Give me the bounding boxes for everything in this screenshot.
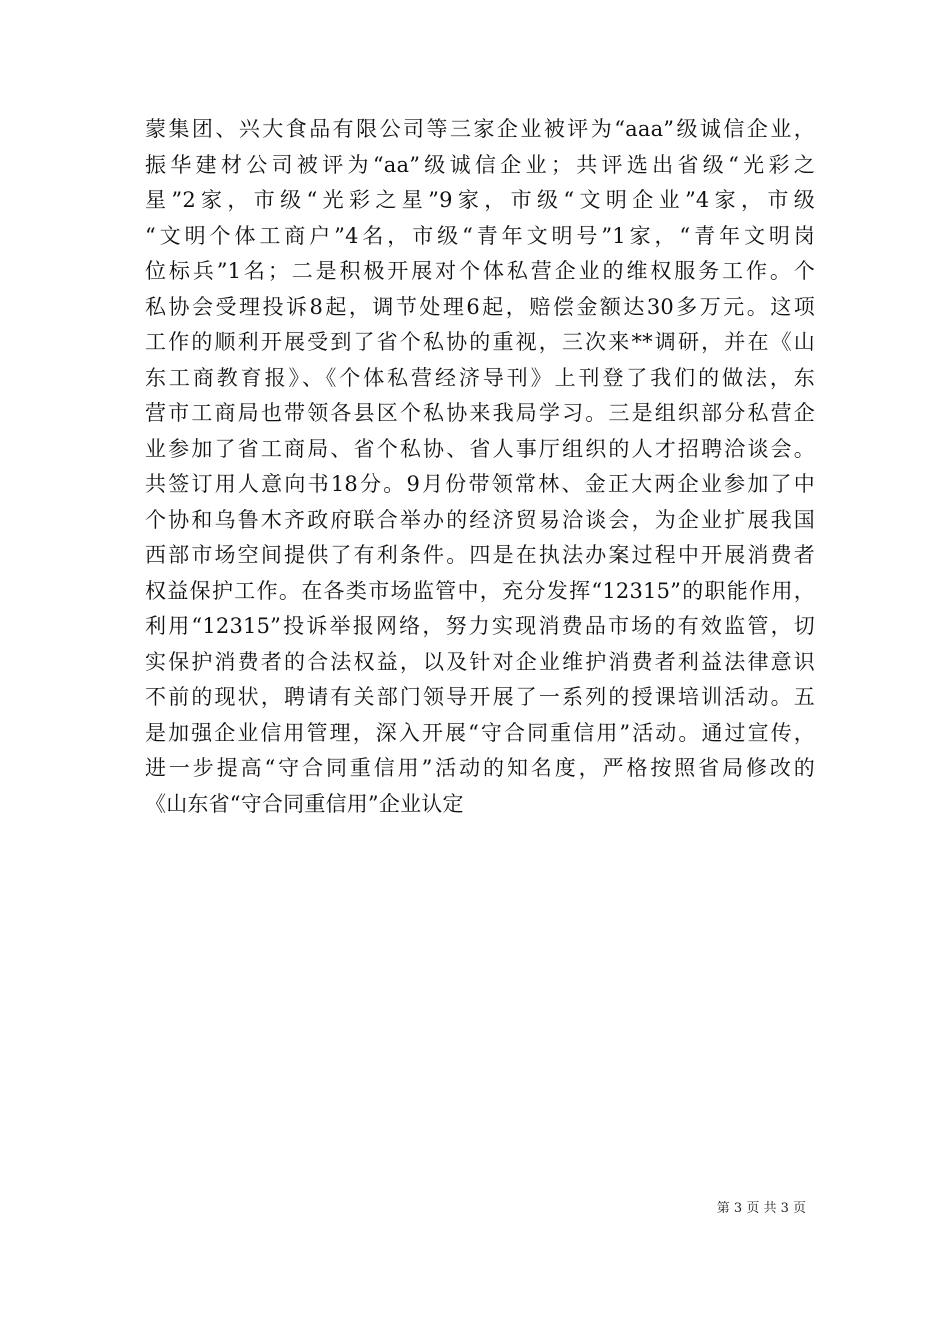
- text-line: 星”2家，市级“光彩之星”9家，市级“文明企业”4家，市级: [145, 188, 815, 212]
- text-line: 私协会受理投诉8起，调节处理6起，赔偿金额达30多万元。这项: [145, 294, 815, 319]
- text-line: 《山东省“守合同重信用”企业认定: [145, 791, 464, 816]
- text-line: 不前的现状，聘请有关部门领导开展了一系列的授课培训活动。五: [145, 685, 815, 709]
- text-line: “文明个体工商户”4名，市级“青年文明号”1家，“青年文明岗: [145, 223, 815, 248]
- text-line: 工作的顺利开展受到了省个私协的重视，三次来**调研，并在《山: [145, 330, 815, 354]
- text-line: 振华建材公司被评为“aa”级诚信企业；共评选出省级“光彩之: [145, 152, 815, 177]
- text-line: 西部市场空间提供了有利条件。四是在执法办案过程中开展消费者: [145, 543, 815, 567]
- text-line: 东工商教育报》、《个体私营经济导刊》上刊登了我们的做法，东: [145, 365, 815, 390]
- body-paragraph: [145, 112, 815, 822]
- text-line: 权益保护工作。在各类市场监管中，充分发挥“12315”的职能作用，: [145, 578, 815, 603]
- text-line: 共签订用人意向书18分。9月份带领常林、金正大两企业参加了中: [145, 472, 815, 496]
- text-line: 营市工商局也带领各县区个私协来我局学习。三是组织部分私营企: [145, 401, 815, 425]
- page-number-footer: 第 3 页 共 3 页: [716, 1201, 806, 1216]
- text-line: 蒙集团、兴大食品有限公司等三家企业被评为“aaa”级诚信企业，: [145, 117, 815, 141]
- text-line: 业参加了省工商局、省个私协、省人事厅组织的人才招聘洽谈会。: [145, 436, 815, 461]
- text-line: 是加强企业信用管理，深入开展“守合同重信用”活动。通过宣传，: [145, 720, 815, 745]
- text-line: 个协和乌鲁木齐政府联合举办的经济贸易洽谈会，为企业扩展我国: [145, 507, 815, 532]
- text-line: 进一步提高“守合同重信用”活动的知名度，严格按照省局修改的: [145, 756, 815, 780]
- text-line: 实保护消费者的合法权益，以及针对企业维护消费者利益法律意识: [145, 649, 815, 674]
- text-line: 位标兵”1名；二是积极开展对个体私营企业的维权服务工作。个: [145, 259, 815, 283]
- text-line: 利用“12315”投诉举报网络，努力实现消费品市场的有效监管，切: [145, 614, 815, 638]
